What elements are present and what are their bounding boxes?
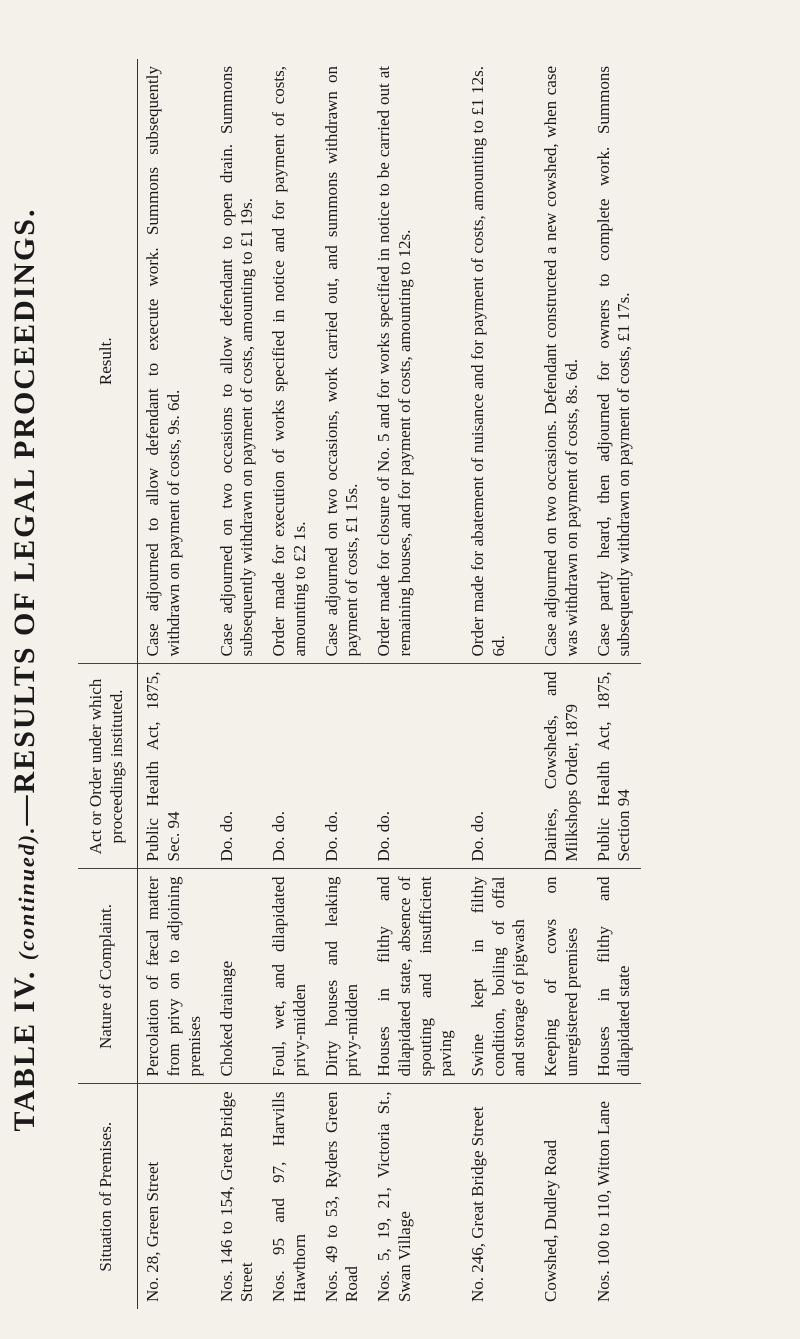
table-row xyxy=(463,59,536,1309)
complaint-cell: Percolation of fæcal matter from privy on to adjoining premises xyxy=(138,869,212,1084)
act-cell: Public Health Act, 1875, Section 94 xyxy=(589,664,641,869)
situation-cell: Cowshed, Dudley Road xyxy=(541,1140,561,1302)
header-act: Act or Order under which proceedings instituted. xyxy=(78,664,138,869)
header-row xyxy=(78,59,138,1309)
table-row xyxy=(589,59,641,1309)
situation-cell: No. 246, Great Bridge Street xyxy=(468,1106,488,1302)
complaint-cell: Dirty houses and leaking privy-midden xyxy=(317,869,369,1084)
table-row xyxy=(138,59,212,1309)
header-complaint: Nature of Complaint. xyxy=(78,869,138,1084)
situation-cell: No. 28, Green Street xyxy=(143,1161,163,1302)
table-row xyxy=(369,59,463,1309)
situation-cell: Nos. 49 to 53, Ryders Green Road xyxy=(321,1091,362,1302)
act-cell: Do. do. xyxy=(369,664,463,869)
act-cell: Do. do. xyxy=(264,664,316,869)
title-continued: (continued). xyxy=(14,825,39,961)
table-row xyxy=(536,59,588,1309)
situation-cell: Nos. 5, 19, 21, Victoria St., Swan Village xyxy=(374,1091,414,1302)
result-cell: Order made for abatement of nuisance and for payment of costs, amounting to £1 12s. 6d. xyxy=(463,59,536,664)
complaint-cell: Keeping of cows on unregistered premises xyxy=(536,869,588,1084)
complaint-cell: Houses in filthy and dilapidated state, absence of spouting and insufficient paving xyxy=(369,869,463,1084)
act-cell: Do. do. xyxy=(317,664,369,869)
result-cell: Case adjourned to allow defendant to execute work. Summons subsequently withdrawn on payment of costs, 9s. 6d. xyxy=(138,59,212,664)
table-row xyxy=(264,59,316,1309)
result-cell: Order made for closure of No. 5 and for works specified in notice to be carried out at remaining houses, and for payment of costs, amounting to 12s. xyxy=(369,59,463,664)
result-cell: Case adjourned on two occasions, work carried out, and summons withdrawn on payment of costs, £1 15s. xyxy=(317,59,369,664)
result-cell: Order made for execution of works specified in notice and for payment of costs, amounting to £2 1s. xyxy=(264,59,316,664)
result-cell: Case partly heard, then adjourned for owners to complete work. Summons subsequently withdrawn on payment of costs, £1 17s. xyxy=(589,59,641,664)
complaint-cell: Foul, wet, and dilapidated privy-midden xyxy=(264,869,316,1084)
complaint-cell: Swine kept in filthy condition, boiling of offal and storage of pigwash xyxy=(463,869,536,1084)
title-sub: —RESULTS OF LEGAL PROCEEDINGS. xyxy=(8,207,41,826)
situation-cell: Nos. 146 to 154, Great Bridge Street xyxy=(216,1091,257,1302)
act-cell: Public Health Act, 1875, Sec. 94 xyxy=(138,664,212,869)
title-main: TABLE IV. xyxy=(8,969,41,1132)
act-cell: Dairies, Cowsheds, and Milkshops Order, 1879 xyxy=(536,664,588,869)
result-cell: Case adjourned on two occasions. Defendant constructed a new cowshed, when case was withdrawn on payment of costs, 8s. 6d. xyxy=(536,59,588,664)
table-title xyxy=(8,0,42,1339)
header-result: Result. xyxy=(78,59,138,664)
situation-cell: Nos. 95 and 97, Harvills Hawthorn xyxy=(269,1091,309,1302)
result-cell: Case adjourned on two occasions to allow defendant to open drain. Summons subsequently withdrawn on payment of costs, amounting to £1 19s. xyxy=(212,59,264,664)
complaint-cell: Houses in filthy and dilapidated state xyxy=(589,869,641,1084)
act-cell: Do. do. xyxy=(212,664,264,869)
table-row xyxy=(212,59,264,1309)
situation-cell: Nos. 100 to 110, Witton Lane xyxy=(593,1101,613,1302)
act-cell: Do. do. xyxy=(463,664,536,869)
table-row xyxy=(317,59,369,1309)
legal-proceedings-table xyxy=(78,59,641,1309)
complaint-cell: Choked drainage xyxy=(212,869,264,1084)
header-situation: Situation of Premises. xyxy=(78,1084,138,1309)
